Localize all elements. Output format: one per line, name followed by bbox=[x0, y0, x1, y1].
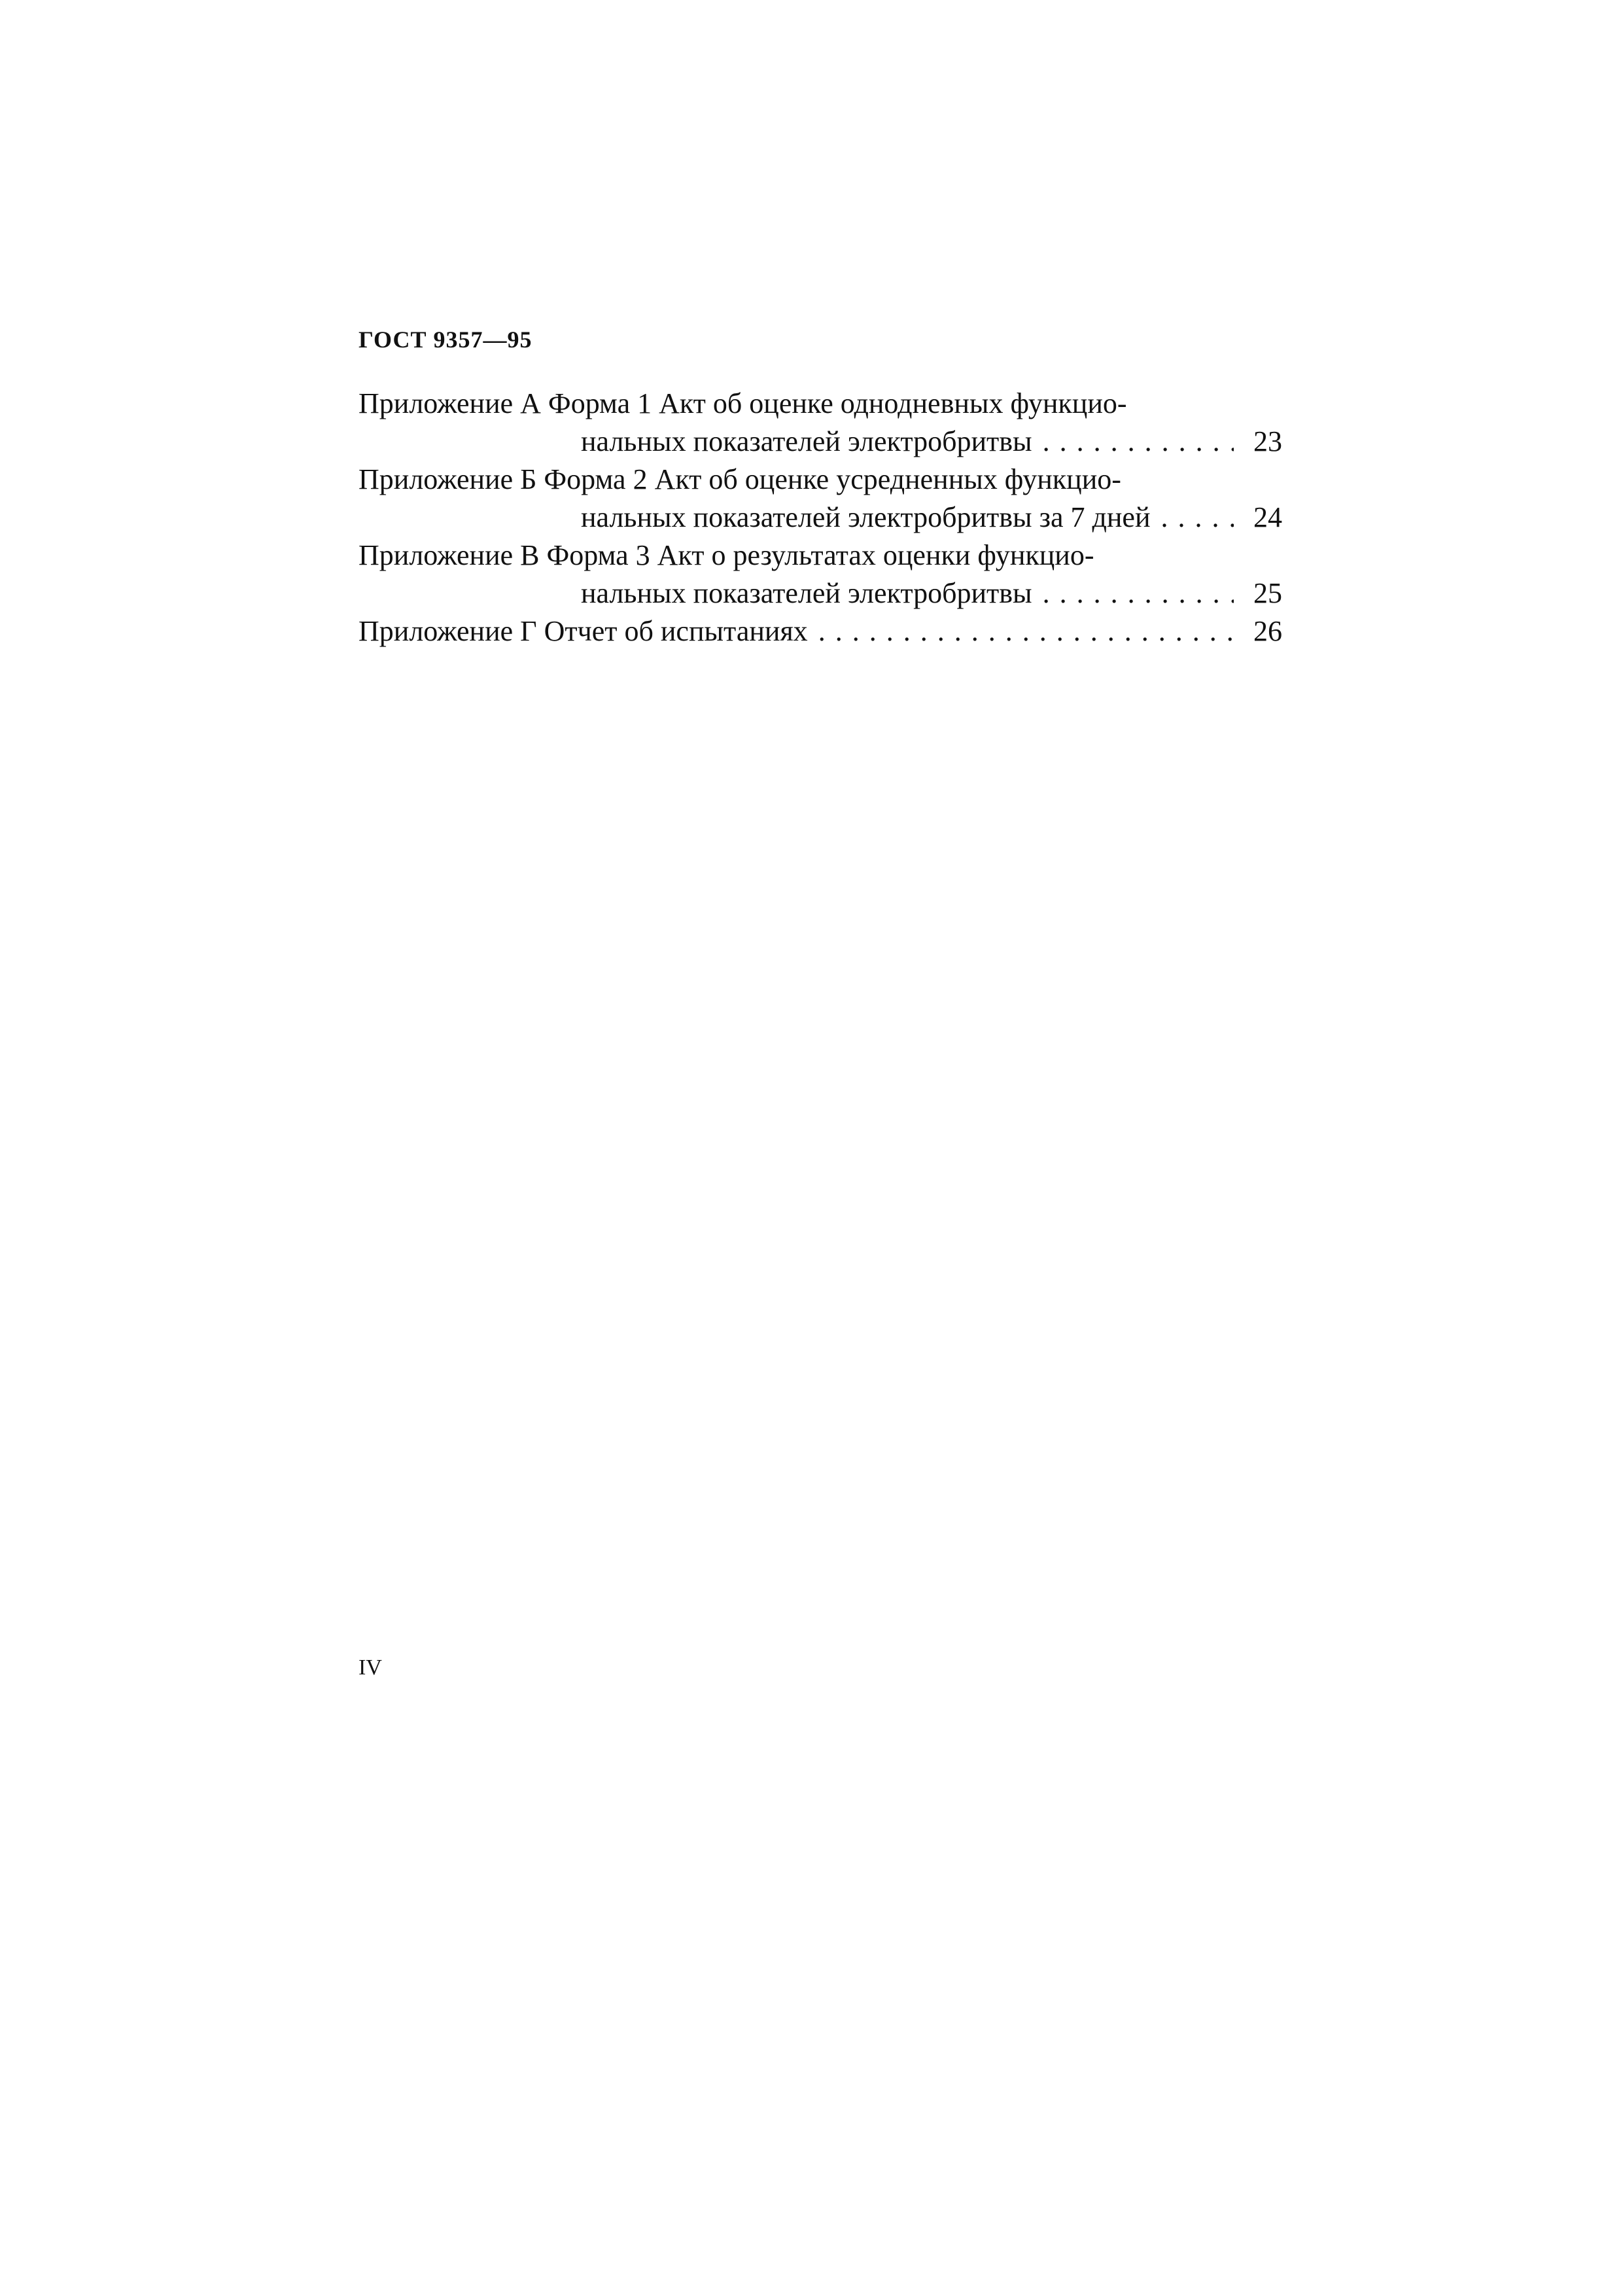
toc-page-number: 24 bbox=[1253, 501, 1282, 533]
toc-entry-single-line bbox=[358, 612, 1282, 650]
toc-page-number: 26 bbox=[1253, 615, 1282, 647]
toc-entry-title: Приложение В Форма 3 Акт о результатах оценки функцио- bbox=[358, 539, 1094, 571]
toc-entry-title-cont: нальных показателей электробритвы за 7 дней bbox=[581, 501, 1151, 533]
page-number-footer: IV bbox=[358, 1655, 382, 1680]
dot-leader bbox=[1043, 423, 1234, 461]
dot-leader bbox=[1161, 499, 1234, 537]
toc-entry-title-cont: нальных показателей электробритвы bbox=[581, 577, 1032, 609]
toc-entry-continuation bbox=[358, 499, 1282, 537]
toc-entry-continuation bbox=[358, 423, 1282, 461]
toc-entry-title: Приложение Г Отчет об испытаниях bbox=[358, 615, 808, 647]
toc-entry-title-cont: нальных показателей электробритвы bbox=[581, 425, 1032, 457]
toc-entry-title: Приложение Б Форма 2 Акт об оценке усредненных функцио- bbox=[358, 463, 1121, 495]
dot-leader bbox=[818, 612, 1234, 650]
standard-designation: ГОСТ 9357—95 bbox=[358, 327, 532, 353]
toc-page-number: 25 bbox=[1253, 577, 1282, 609]
toc-entry-continuation bbox=[358, 574, 1282, 612]
dot-leader bbox=[1043, 574, 1234, 612]
toc-entry-appendix-b[interactable] bbox=[358, 461, 1282, 537]
toc-entry-appendix-a[interactable] bbox=[358, 385, 1282, 461]
toc-entry-title: Приложение А Форма 1 Акт об оценке однодневных функцио- bbox=[358, 387, 1127, 419]
toc-entry-appendix-v[interactable] bbox=[358, 537, 1282, 612]
toc-page-number: 23 bbox=[1253, 425, 1282, 457]
table-of-contents bbox=[358, 385, 1282, 650]
toc-entry-appendix-g[interactable] bbox=[358, 612, 1282, 650]
